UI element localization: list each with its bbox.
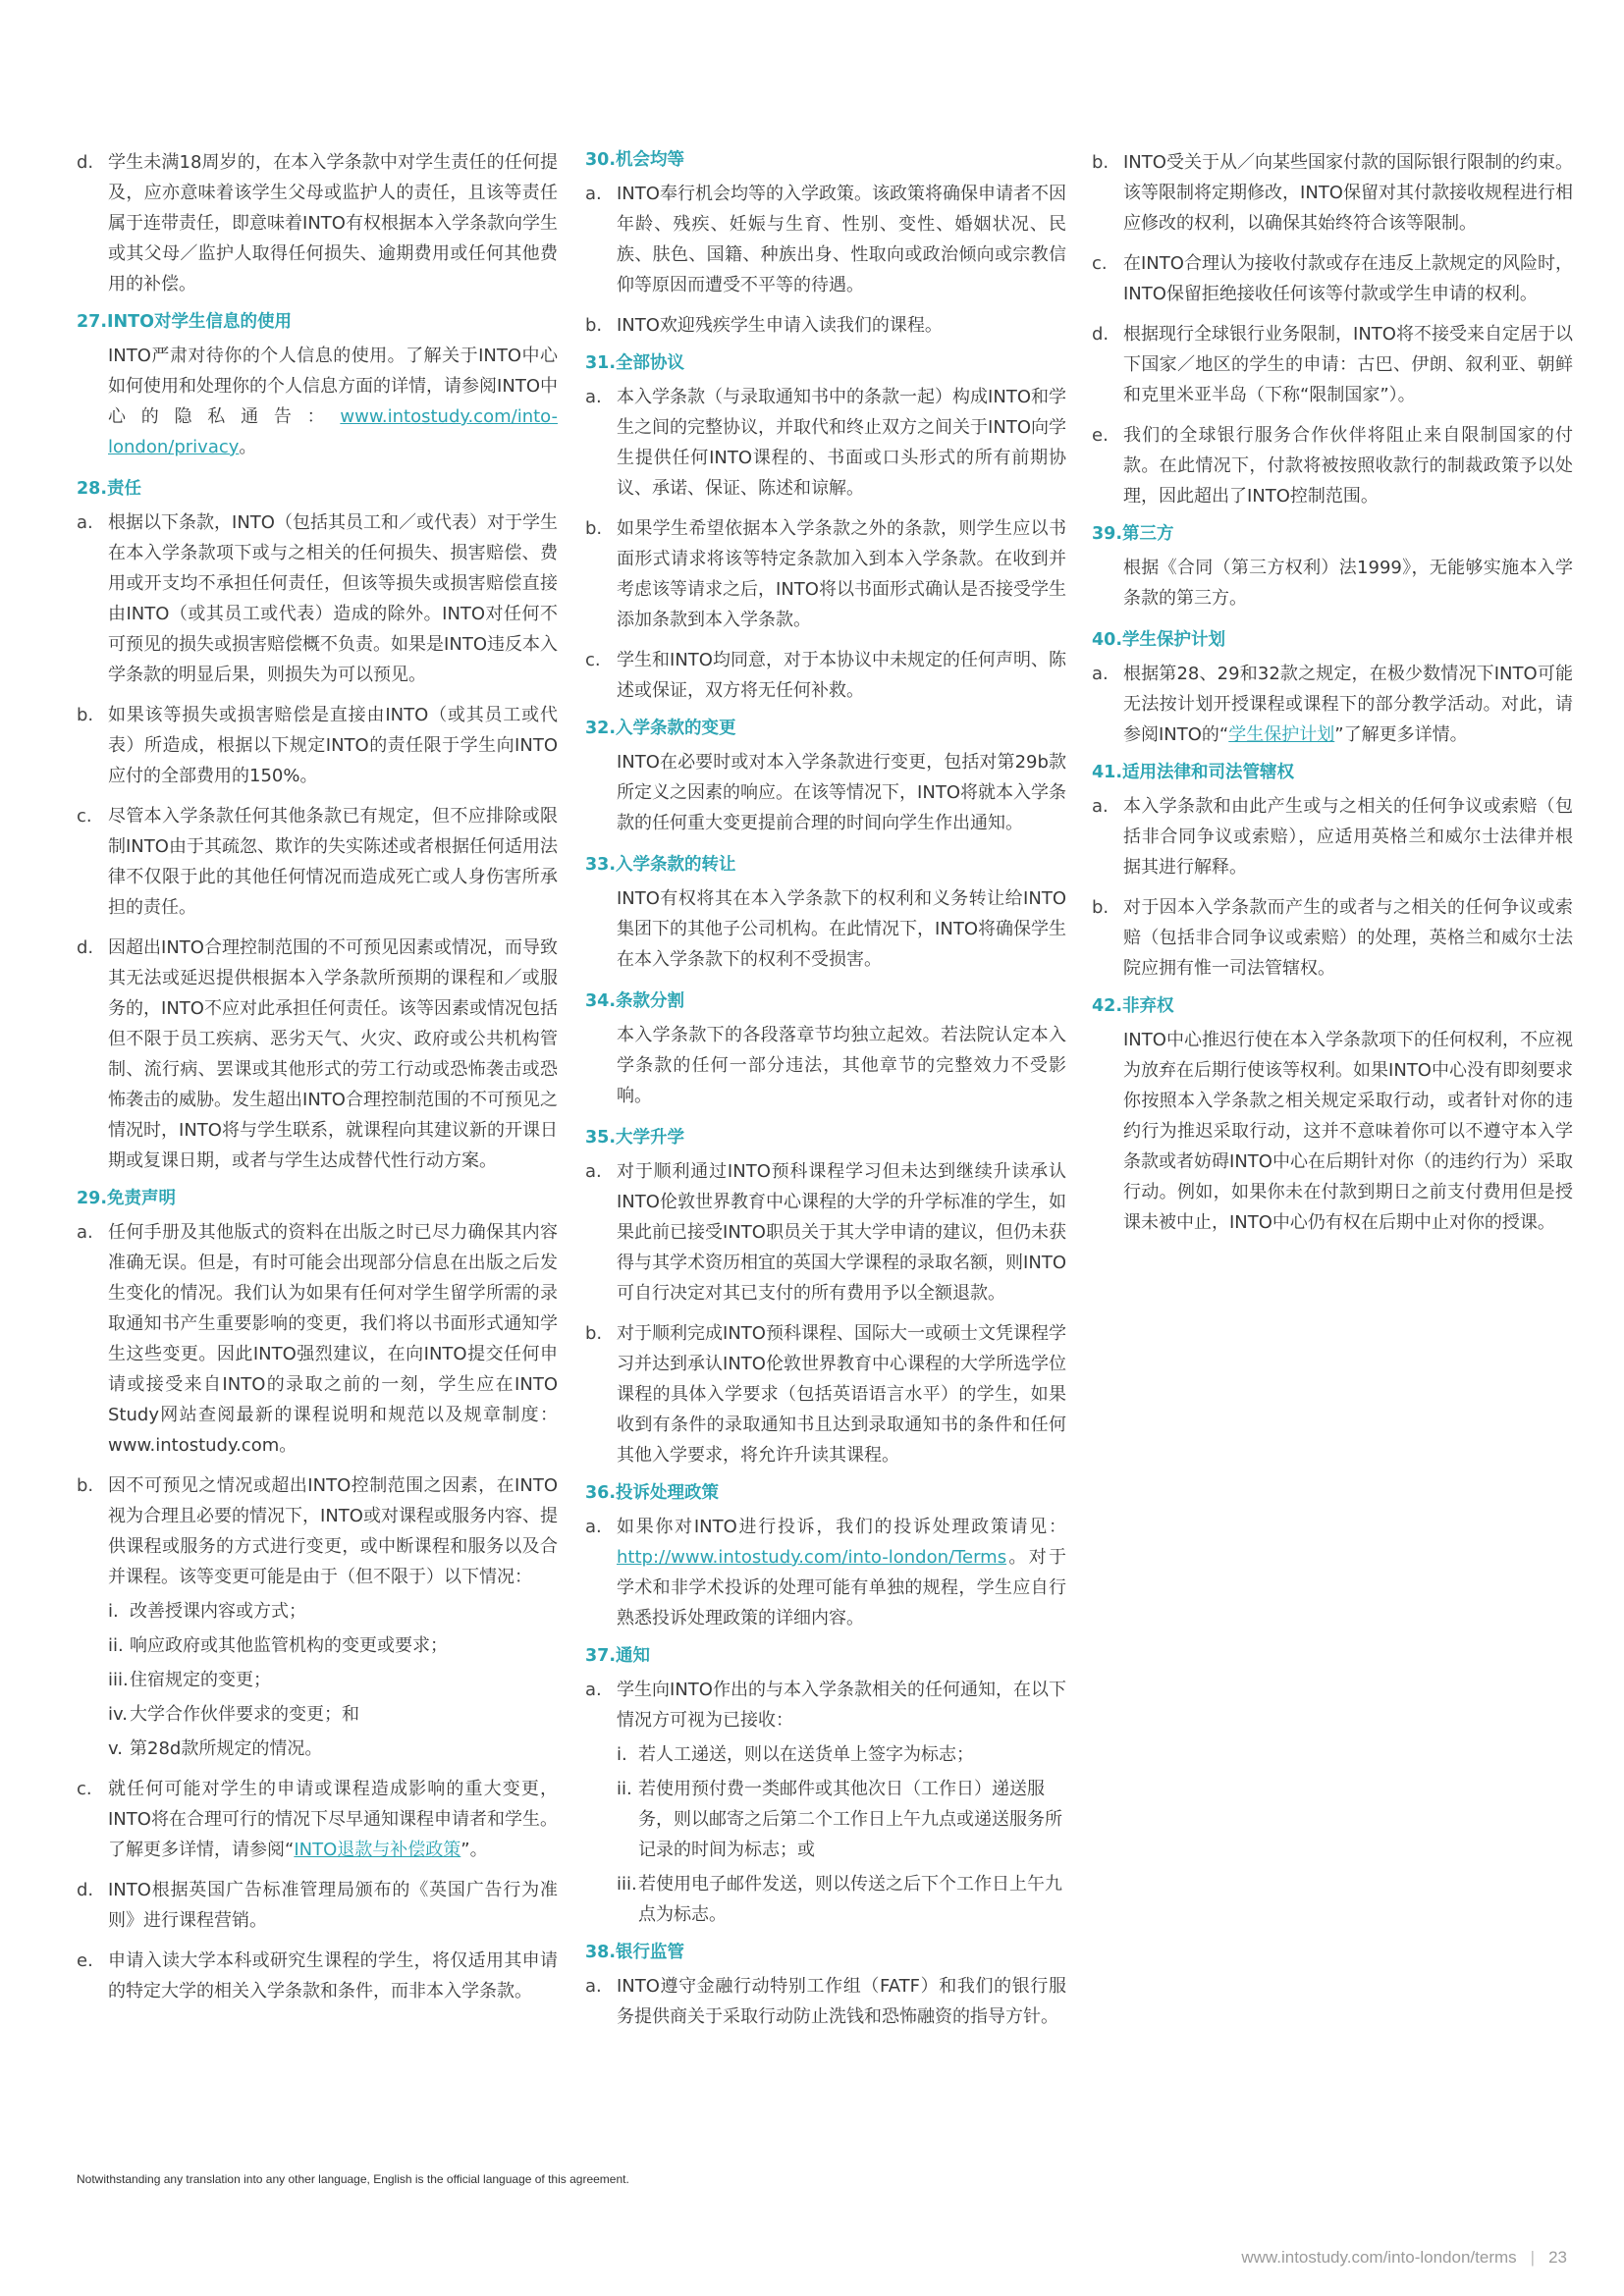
clause-item [585, 1971, 1066, 2032]
item-text: INTO奉行机会均等的入学政策。该政策将确保申请者不因年龄、残疾、妊娠与生育、性别、变性、婚姻状况、民族、肤色、国籍、种族出身、性取向或政治倾向或宗教信仰等原因而遭受不平等的待遇。 [617, 184, 1066, 295]
section-title: 34.条款分割 [585, 991, 685, 1011]
column-3 [1092, 147, 1573, 1252]
clause-item [585, 645, 1066, 706]
item-label: e. [77, 1950, 93, 1971]
item-label: b. [77, 705, 94, 725]
section-27 [77, 309, 558, 462]
section-intro: 本入学条款下的各段落章节均独立起效。若法院认定本入学条款的任何一部分违法，其他章节的完整效力不受影响。 [617, 1025, 1066, 1106]
clause-item [77, 1470, 558, 1592]
section-33 [585, 852, 1066, 975]
clause-26d [77, 147, 558, 299]
item-label: a. [585, 1517, 602, 1537]
item-label: b. [77, 1475, 94, 1496]
item-label: c. [77, 1779, 92, 1799]
section-title: 39.第三方 [1092, 524, 1174, 544]
item-text-end: 。对于学术和非学术投诉的处理可能有单独的规程，学生应自行熟悉投诉处理政策的详细内容。 [617, 1547, 1066, 1629]
item-label: b. [585, 315, 603, 336]
section-40 [1092, 627, 1573, 750]
sub-label: iv. [108, 1704, 128, 1725]
item-text-part: 就任何可能对学生的申请或课程造成影响的重大变更，INTO将在合理可行的情况下尽早通知课程申请者和学生。了解更多详情，请参阅“ [108, 1779, 558, 1860]
item-text [617, 1512, 1066, 1633]
clause-item [77, 507, 558, 690]
clause-item [585, 1156, 1066, 1308]
section-title: 38.银行监管 [585, 1943, 685, 1962]
sub-item [108, 1630, 558, 1661]
sub-item [617, 1869, 1066, 1930]
section-31 [585, 350, 1066, 706]
section-intro: INTO在必要时或对本入学条款进行变更，包括对第29b款所定义之因素的响应。在该等情况下，INTO将就本入学条款的任何重大变更提前合理的时间向学生作出通知。 [617, 752, 1066, 833]
section-39 [1092, 521, 1573, 614]
section-title: 33.入学条款的转让 [585, 855, 736, 875]
item-label: b. [585, 518, 603, 539]
item-text-part: 根据第28、29和32款之规定，在极少数情况下INTO可能无法按计划开授课程或课程下的部分教学活动。对此，请参阅INTO的“ [1123, 664, 1573, 745]
sub-label: v. [108, 1738, 123, 1759]
item-text: 根据以下条款，INTO（包括其员工和／或代表）对于学生在本入学条款项下或与之相关的任何损失、损害赔偿、费用或开支均不承担任何责任，但该等损失或损害赔偿直接由INTO（或其员工或代表）造成的除外。INTO对任何不可预见的损失或损害赔偿概不负责。如果是INTO违反本入学条款的明显后果，则损失为可以预见。 [108, 512, 558, 685]
section-37 [585, 1643, 1066, 1930]
sub-text: 若使用预付费一类邮件或其他次日（工作日）递送服务，则以邮寄之后第二个工作日上午九点或递送服务所记录的时间为标志；或 [638, 1779, 1062, 1860]
item-label: e. [1092, 425, 1109, 446]
sub-label: ii. [617, 1779, 632, 1799]
item-text: 如果该等损失或损害赔偿是直接由INTO（或其员工或代表）所造成，根据以下规定INTO的责任限于学生向INTO应付的全部费用的150%。 [108, 705, 558, 786]
section-title: 36.投诉处理政策 [585, 1483, 720, 1503]
item-label: d. [1092, 324, 1110, 345]
item-label: c. [1092, 253, 1108, 274]
item-text: 本入学条款和由此产生或与之相关的任何争议或索赔（包括非合同争议或索赔），应适用英格兰和威尔士法律并根据其进行解释。 [1123, 796, 1573, 878]
item-text: INTO受关于从／向某些国家付款的国际银行限制的约束。该等限制将定期修改，INTO保留对其付款接收规程进行相应修改的权利，以确保其始终符合该等限制。 [1123, 152, 1573, 234]
section-title: 41.适用法律和司法管辖权 [1092, 763, 1295, 782]
footer-url: www.intostudy.com/into-london/terms [1241, 2248, 1517, 2267]
section-title: 28.责任 [77, 479, 142, 499]
clause-item [77, 1946, 558, 2006]
item-label: c. [77, 806, 92, 827]
sub-text: 住宿规定的变更； [130, 1670, 271, 1690]
item-text: 如果学生希望依据本入学条款之外的条款，则学生应以书面形式请求将该等特定条款加入到本入学条款。在收到并考虑该等请求之后，INTO将以书面形式确认是否接受学生添加条款到本入学条款。 [617, 518, 1066, 630]
section-28 [77, 476, 558, 1176]
item-label: b. [1092, 897, 1110, 918]
item-label: b. [1092, 152, 1110, 173]
item-text: 申请入读大学本科或研究生课程的学生，将仅适用其申请的特定大学的相关入学条款和条件，而非本入学条款。 [108, 1950, 558, 2002]
item-label: a. [585, 1680, 602, 1700]
item-text: 对于顺利完成INTO预科课程、国际大一或硕士文凭课程学习并达到承认INTO伦敦世界教育中心课程的大学所选学位课程的具体入学要求（包括英语语言水平）的学生，如果收到有条件的录取通知书且达到录取通知书的条件和任何其他入学要求，将允许升读其课程。 [617, 1323, 1066, 1466]
sub-text: 若使用电子邮件发送，则以传送之后下个工作日上午九点为标志。 [638, 1874, 1062, 1925]
section-title: 32.入学条款的变更 [585, 719, 736, 738]
item-label: d. [77, 937, 94, 958]
item-label: d. [77, 152, 94, 173]
clause-item [77, 801, 558, 923]
item-label: a. [77, 512, 93, 533]
sub-label: ii. [108, 1635, 124, 1656]
item-text: 在INTO合理认为接收付款或存在违反上款规定的风险时，INTO保留拒绝接收任何该等付款或学生申请的权利。 [1123, 253, 1573, 304]
item-label: a. [1092, 664, 1109, 684]
sub-text: 响应政府或其他监管机构的变更或要求； [130, 1635, 448, 1656]
clause-item [77, 1875, 558, 1936]
refund-policy-link[interactable]: INTO退款与补偿政策 [294, 1840, 461, 1860]
item-text: 任何手册及其他版式的资料在出版之时已尽力确保其内容准确无误。但是，有时可能会出现部分信息在出版之后发生变化的情况。我们认为如果有任何对学生留学所需的录取通知书产生重要影响的变更，我们将以书面形式通知学生这些变更。因此INTO强烈建议，在向INTO提交任何申请或接受来自INTO的录取之前的一刻，学生应在INTO Study网站查阅最新的课程说明和规范以及规章制度：www.intostudy.com。 [108, 1222, 558, 1456]
student-protection-link[interactable]: 学生保护计划 [1228, 724, 1335, 745]
section-title: 37.通知 [585, 1646, 651, 1666]
privacy-link[interactable]: www.intostudy.com/into-london/privacy [108, 406, 558, 457]
sub-text: 大学合作伙伴要求的变更；和 [130, 1704, 359, 1725]
item-text: INTO根据英国广告标准管理局颁布的《英国广告行为准则》进行课程营销。 [108, 1880, 558, 1931]
section-35 [585, 1125, 1066, 1470]
item-text: INTO欢迎残疾学生申请入读我们的课程。 [617, 315, 943, 336]
sub-item [108, 1734, 558, 1764]
clause-38c [1092, 248, 1573, 309]
item-text: 学生向INTO作出的与本入学条款相关的任何通知，在以下情况方可视为已接收： [617, 1680, 1066, 1731]
section-title: 29.免责声明 [77, 1189, 177, 1208]
footer-separator: | [1530, 2248, 1536, 2267]
intro-text: INTO严肃对待你的个人信息的使用。了解关于INTO中心如何使用和处理你的个人信息方面的详情，请参阅INTO中心的隐私通告： [108, 346, 558, 427]
item-label: a. [77, 1222, 93, 1243]
complaints-link[interactable]: http://www.intostudy.com/into-london/Terms [617, 1547, 1007, 1568]
page-footer [1241, 2248, 1567, 2268]
column-1 [77, 147, 558, 2016]
section-title: 27.INTO对学生信息的使用 [77, 312, 292, 332]
item-text: 学生和INTO均同意，对于本协议中未规定的任何声明、陈述或保证，双方将无任何补救。 [617, 650, 1066, 701]
item-label: a. [585, 387, 602, 407]
clause-item [585, 1318, 1066, 1470]
item-label: a. [585, 1976, 602, 1997]
item-text: 因超出INTO合理控制范围的不可预见因素或情况，而导致其无法或延迟提供根据本入学条款所预期的课程和／或服务的，INTO不应对此承担任何责任。该等因素或情况包括但不限于员工疾病、恶劣天气、火灾、政府或公共机构管制、流行病、罢课或其他形式的劳工行动或恐怖袭击或恐怖袭击的威胁。发生超出INTO合理控制范围的不可预见之情况时，INTO将与学生联系，就课程向其建议新的开课日期或复课日期，或者与学生达成替代性行动方案。 [108, 937, 558, 1171]
sub-item [108, 1665, 558, 1695]
sub-text: 第28d款所规定的情况。 [130, 1738, 323, 1759]
sub-item [108, 1596, 558, 1627]
clause-item [77, 1217, 558, 1461]
clause-item [585, 1675, 1066, 1735]
sub-label: iii. [108, 1670, 129, 1690]
item-text: 因不可预见之情况或超出INTO控制范围之因素，在INTO视为合理且必要的情况下，INTO或对课程或服务内容、提供课程或服务的方式进行变更，或中断课程和服务以及合并课程。该等变更可能是由于（但不限于）以下情况： [108, 1475, 558, 1587]
section-title: 40.学生保护计划 [1092, 630, 1226, 650]
section-42 [1092, 993, 1573, 1238]
sub-item [108, 1699, 558, 1730]
sub-label: i. [108, 1601, 119, 1622]
section-title: 42.非弃权 [1092, 996, 1174, 1016]
clause-item [1092, 892, 1573, 984]
clause-item [77, 1774, 558, 1865]
item-label: a. [585, 184, 602, 204]
item-text-part: 如果你对INTO进行投诉，我们的投诉处理政策请见： [617, 1517, 1066, 1537]
section-intro: 根据《合同（第三方权利）法1999》，无能够实施本入学条款的第三方。 [1123, 558, 1573, 609]
item-text: 对于因本入学条款而产生的或者与之相关的任何争议或索赔（包括非合同争议或索赔）的处理，英格兰和威尔士法院应拥有惟一司法管辖权。 [1123, 897, 1573, 979]
section-41 [1092, 760, 1573, 984]
item-label: b. [585, 1323, 603, 1344]
item-label: a. [585, 1161, 602, 1182]
clause-item [585, 179, 1066, 300]
item-text: 我们的全球银行服务合作伙伴将阻止来自限制国家的付款。在此情况下，付款将被按照收款行的制裁政策予以处理，因此超出了INTO控制范围。 [1123, 425, 1573, 507]
item-text: 根据现行全球银行业务限制，INTO将不接受来自定居于以下国家／地区的学生的申请：古巴、伊朗、叙利亚、朝鲜和克里米亚半岛（下称“限制国家”）。 [1123, 324, 1573, 405]
item-text: 本入学条款（与录取通知书中的条款一起）构成INTO和学生之间的完整协议，并取代和终止双方之间关于INTO向学生提供任何INTO课程的、书面或口头形式的所有前期协议、承诺、保证、陈述和谅解。 [617, 387, 1066, 499]
language-footnote: Notwithstanding any translation into any other language, English is the official language of this agreement. [77, 2172, 629, 2186]
section-36 [585, 1480, 1066, 1633]
item-text: 学生未满18周岁的，在本入学条款中对学生责任的任何提及，应亦意味着该学生父母或监护人的责任，且该等责任属于连带责任，即意味着INTO有权根据本入学条款向学生或其父母／监护人取得任何损失、逾期费用或任何其他费用的补偿。 [108, 152, 558, 294]
clause-item [77, 700, 558, 791]
item-text [1123, 659, 1573, 750]
column-2 [585, 147, 1066, 2042]
sub-item [617, 1774, 1066, 1865]
section-title: 31.全部协议 [585, 353, 685, 373]
section-intro: INTO有权将其在本入学条款下的权利和义务转让给INTO集团下的其他子公司机构。在此情况下，INTO将确保学生在本入学条款下的权利不受损害。 [617, 888, 1066, 970]
page-number: 23 [1548, 2248, 1567, 2267]
sub-text: 若人工递送，则以在送货单上签字为标志； [638, 1744, 974, 1765]
section-intro [108, 341, 558, 462]
section-title: 30.机会均等 [585, 150, 685, 170]
sub-label: i. [617, 1744, 627, 1765]
clause-item [1092, 659, 1573, 750]
clause-38d [1092, 319, 1573, 410]
section-30 [585, 147, 1066, 341]
clause-item [585, 310, 1066, 341]
sub-text: 改善授课内容或方式； [130, 1601, 306, 1622]
section-intro: INTO中心推迟行使在本入学条款项下的任何权利，不应视为放弃在后期行使该等权利。如果INTO中心没有即刻要求你按照本入学条款之相关规定采取行动，或者针对你的违约行为推迟采取行动，这并不意味着你可以不遵守本入学条款或者妨碍INTO中心在后期针对你（的违约行为）采取行动。例如，如果你未在付款到期日之前支付费用但是授课未被中止，INTO中心仍有权在后期中止对你的授课。 [1123, 1030, 1573, 1233]
item-text-end: ”了解更多详情。 [1334, 724, 1468, 745]
item-text: INTO遵守金融行动特别工作组（FATF）和我们的银行服务提供商关于采取行动防止洗钱和恐怖融资的指导方针。 [617, 1976, 1066, 2027]
clause-item [585, 1512, 1066, 1633]
intro-end: 。 [239, 437, 257, 457]
item-text-end: ”。 [460, 1840, 488, 1860]
section-34 [585, 988, 1066, 1111]
item-text: 尽管本入学条款任何其他条款已有规定，但不应排除或限制INTO由于其疏忽、欺诈的失实陈述或者根据任何适用法律不仅限于此的其他任何情况而造成死亡或人身伤害所承担的责任。 [108, 806, 558, 918]
clause-item [77, 933, 558, 1176]
sub-label: iii. [617, 1874, 637, 1895]
section-32 [585, 716, 1066, 838]
section-29 [77, 1186, 558, 2006]
sub-item [617, 1739, 1066, 1770]
item-label: d. [77, 1880, 94, 1900]
clause-item [1092, 791, 1573, 882]
item-label: a. [1092, 796, 1109, 817]
item-text [108, 1774, 558, 1865]
item-label: c. [585, 650, 601, 670]
clause-item [585, 382, 1066, 504]
section-38 [585, 1940, 1066, 2032]
clause-38b [1092, 147, 1573, 239]
clause-item [585, 513, 1066, 635]
clause-38e [1092, 420, 1573, 511]
section-title: 35.大学升学 [585, 1128, 685, 1148]
item-text: 对于顺利通过INTO预科课程学习但未达到继续升读承认INTO伦敦世界教育中心课程的大学的升学标准的学生，如果此前已接受INTO职员关于其大学申请的建议，但仍未获得与其学术资历相宜的英国大学课程的录取名额，则INTO可自行决定对其已支付的所有费用予以全额退款。 [617, 1161, 1066, 1304]
